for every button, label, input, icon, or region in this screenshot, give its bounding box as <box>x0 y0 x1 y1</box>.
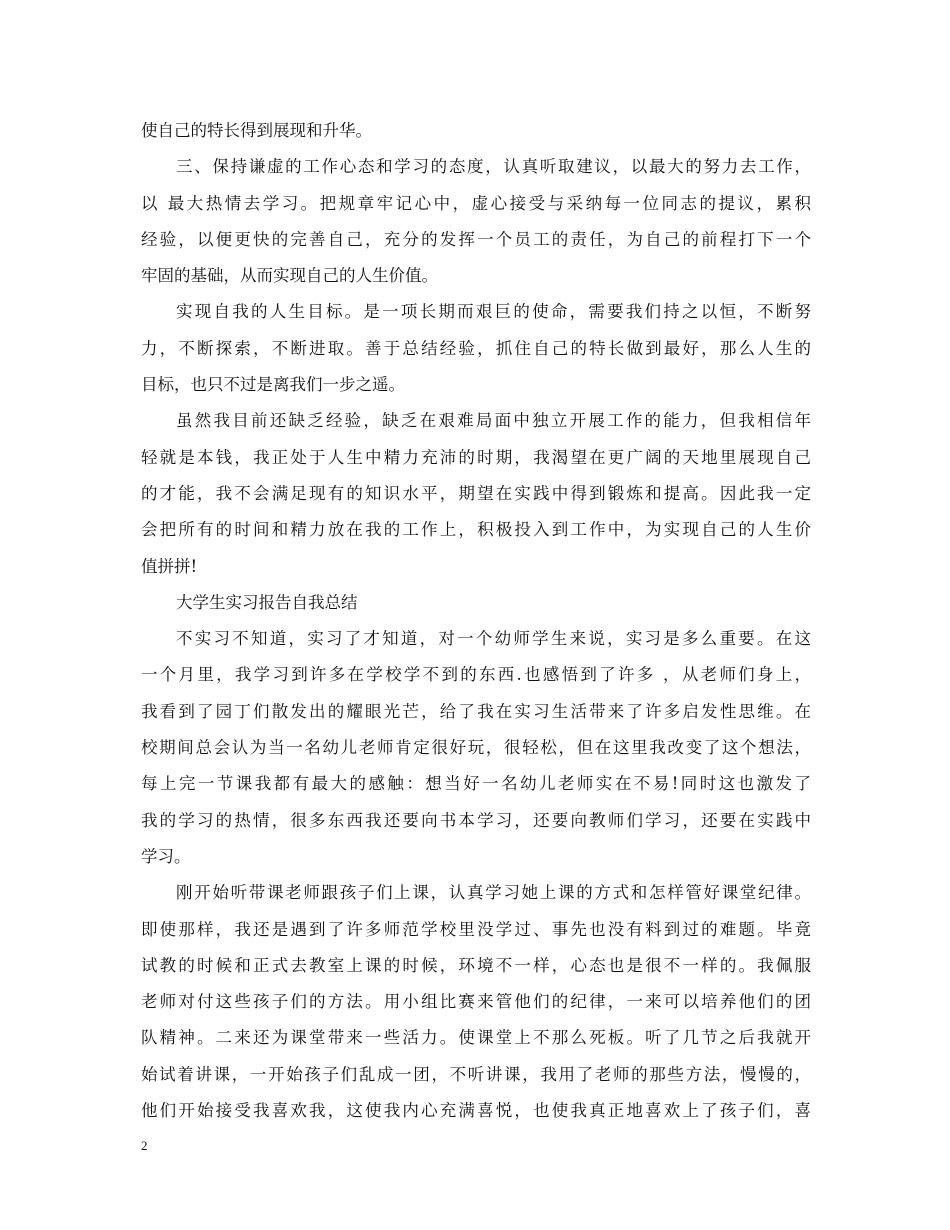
text-line: 轻就是本钱，我正处于人生中精力充沛的时期，我渴望在更广阔的天地里展现自己 <box>141 447 811 467</box>
text-line: 虽然我目前还缺乏经验，缺乏在艰难局面中独立开展工作的能力，但我相信年 <box>176 411 811 431</box>
text-line: 每上完一节课我都有最大的感触：想当好一名幼儿老师实在不易!同时这也激发了 <box>141 774 811 794</box>
text-line: 刚开始听带课老师跟孩子们上课，认真学习她上课的方式和怎样管好课堂纪律。 <box>176 883 811 903</box>
text-line: 以 最大热情去学习。把规章牢记心中，虚心接受与采纳每一位同志的提议，累积 <box>141 193 811 213</box>
text-line: 队精神。二来还为课堂带来一些活力。使课堂上不那么死板。听了几节之后我就开 <box>141 1028 811 1048</box>
text-line: 使自己的特长得到展现和升华。 <box>141 121 372 140</box>
text-line: 三、保持谦虚的工作心态和学习的态度，认真听取建议，以最大的努力去工作， <box>176 157 811 177</box>
text-line: 即使那样，我还是遇到了许多师范学校里没学过、事先也没有料到过的难题。毕竟 <box>141 919 811 939</box>
text-line: 一个月里，我学习到许多在学校学不到的东西.也感悟到了许多 ，从老师们身上， <box>141 665 811 685</box>
text-line: 我的学习的热情，很多东西我还要向书本学习，还要向教师们学习，还要在实践中 <box>141 810 811 830</box>
text-line: 实现自我的人生目标。是一项长期而艰巨的使命，需要我们持之以恒，不断努 <box>176 302 811 322</box>
text-line: 他们开始接受我喜欢我，这使我内心充满喜悦，也使我真正地喜欢上了孩子们，喜 <box>141 1101 811 1121</box>
text-line: 学习。 <box>141 846 191 866</box>
text-line: 目标，也只不过是离我们一步之遥。 <box>141 375 405 395</box>
text-line: 不实习不知道，实习了才知道，对一个幼师学生来说，实习是多么重要。在这 <box>176 629 811 649</box>
page-number: 2 <box>141 1138 148 1153</box>
body-text <box>141 113 811 1129</box>
text-line: 始试着讲课，一开始孩子们乱成一团，不听讲课，我用了老师的那些方法，慢慢的， <box>141 1064 811 1084</box>
section-heading: 大学生实习报告自我总结 <box>176 592 358 612</box>
text-line: 校期间总会认为当一名幼儿老师肯定很好玩，很轻松，但在这里我改变了这个想法， <box>141 738 811 758</box>
text-line: 试教的时候和正式去教室上课的时候，环境不一样，心态也是很不一样的。我佩服 <box>141 955 811 975</box>
text-line: 力，不断探索，不断进取。善于总结经验，抓住自己的特长做到最好，那么人生的 <box>141 338 811 358</box>
text-line: 会把所有的时间和精力放在我的工作上，积极投入到工作中，为实现自己的人生价 <box>141 520 811 540</box>
text-line: 牢固的基础，从而实现自己的人生价值。 <box>141 266 438 286</box>
text-line: 经验，以便更快的完善自己，充分的发挥一个员工的责任，为自己的前程打下一个 <box>141 229 811 249</box>
text-line: 的才能，我不会满足现有的知识水平，期望在实践中得到锻炼和提高。因此我一定 <box>141 483 811 503</box>
text-line: 老师对付这些孩子们的方法。用小组比赛来管他们的纪律，一来可以培养他们的团 <box>141 992 811 1012</box>
text-line: 我看到了园丁们散发出的耀眼光芒，给了我在实习生活带来了许多启发性思维。在 <box>141 701 811 721</box>
text-line: 值拼拼! <box>141 556 198 576</box>
